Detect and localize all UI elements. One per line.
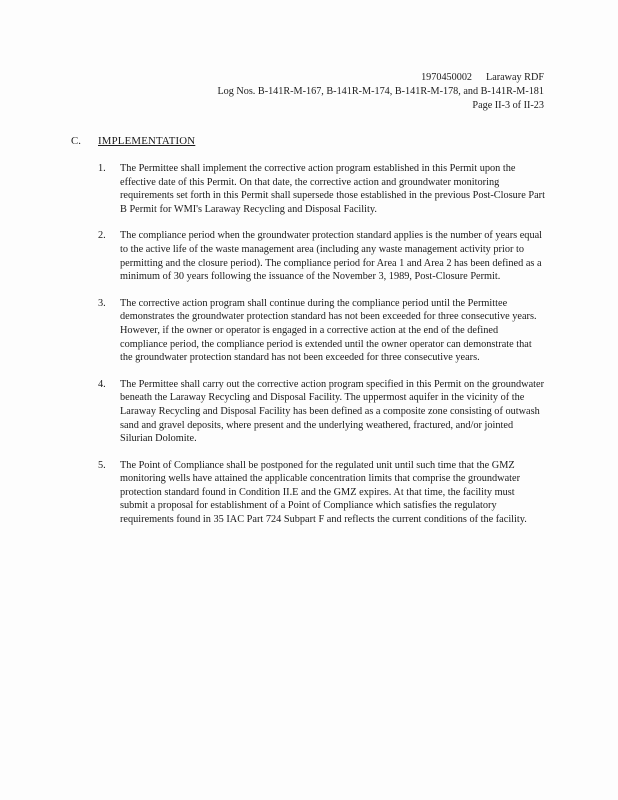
item-text: The compliance period when the groundwater protection standard applies is the number of years equal to the active life of the waste management area (including any waste management activity prior to permitting and the closure period). The compliance period for Area 1 and Area 2 has been defined as a minimum of 30 years following the issuance of the November 3, 1989, Post-Closure Permit. xyxy=(120,230,543,283)
item-text: The Permittee shall implement the corrective action program established in this Permit upon the effective date of this Permit. On that date, the corrective action and groundwater monitoring requirements set forth in this Permit shall supersede those established in the previous Post-Closure Part B Permit for WMI's Laraway Recycling and Disposal Facility. xyxy=(120,163,545,215)
item-number: 2. xyxy=(98,230,106,242)
list-item xyxy=(98,297,545,365)
section-heading xyxy=(71,134,195,148)
log-numbers: Log Nos. B-141R-M-167, B-141R-M-174, B-141R-M-178, and B-141R-M-181 xyxy=(217,86,544,97)
numbered-list xyxy=(98,162,545,540)
item-number: 3. xyxy=(98,297,106,309)
page-header xyxy=(217,71,544,113)
list-item xyxy=(98,162,545,216)
facility-name: Laraway RDF xyxy=(486,72,544,83)
document-id: 1970450002 xyxy=(421,72,472,83)
section-title: IMPLEMENTATION xyxy=(98,135,196,147)
item-number: 5. xyxy=(98,459,106,471)
page-number: Page II-3 of II-23 xyxy=(472,100,544,111)
header-id-line xyxy=(217,71,544,85)
item-number: 1. xyxy=(98,163,106,174)
item-number: 4. xyxy=(98,378,106,390)
item-text: The Permittee shall carry out the corrective action program specified in this Permit on the groundwater beneath the Laraway Recycling and Disposal Facility. The uppermost aquifer in the vicinity of the Laraway Recycling and Disposal Facility has been defined as a composite zone consisting of outwash sand and gravel deposits, where present and the underlying weathered, fractured, and/or jointed Silurian Dolomite. xyxy=(120,378,545,445)
list-item xyxy=(98,378,545,446)
section-letter: C. xyxy=(71,135,81,147)
list-item xyxy=(98,229,545,283)
item-text: The corrective action program shall continue during the compliance period until the Permittee demonstrates the groundwater protection standard has not been exceeded for three consecutive years. However, if the owner or operator is engaged in a corrective action at the end of the defined compliance period, the compliance period is extended until the owner operator can demonstrate that the groundwater protection standard has not been exceeded for three consecutive years. xyxy=(120,297,537,364)
list-item xyxy=(98,459,545,527)
item-text: The Point of Compliance shall be postponed for the regulated unit until such time that the GMZ monitoring wells have attained the applicable concentration limits that comprise the groundwater protection standard found in Condition II.E and the GMZ expires. At that time, the facility must submit a proposal for establishment of a Point of Compliance which satisfies the regulatory requirements found in 35 IAC Part 724 Subpart F and reflects the current conditions of the facility. xyxy=(120,459,527,526)
